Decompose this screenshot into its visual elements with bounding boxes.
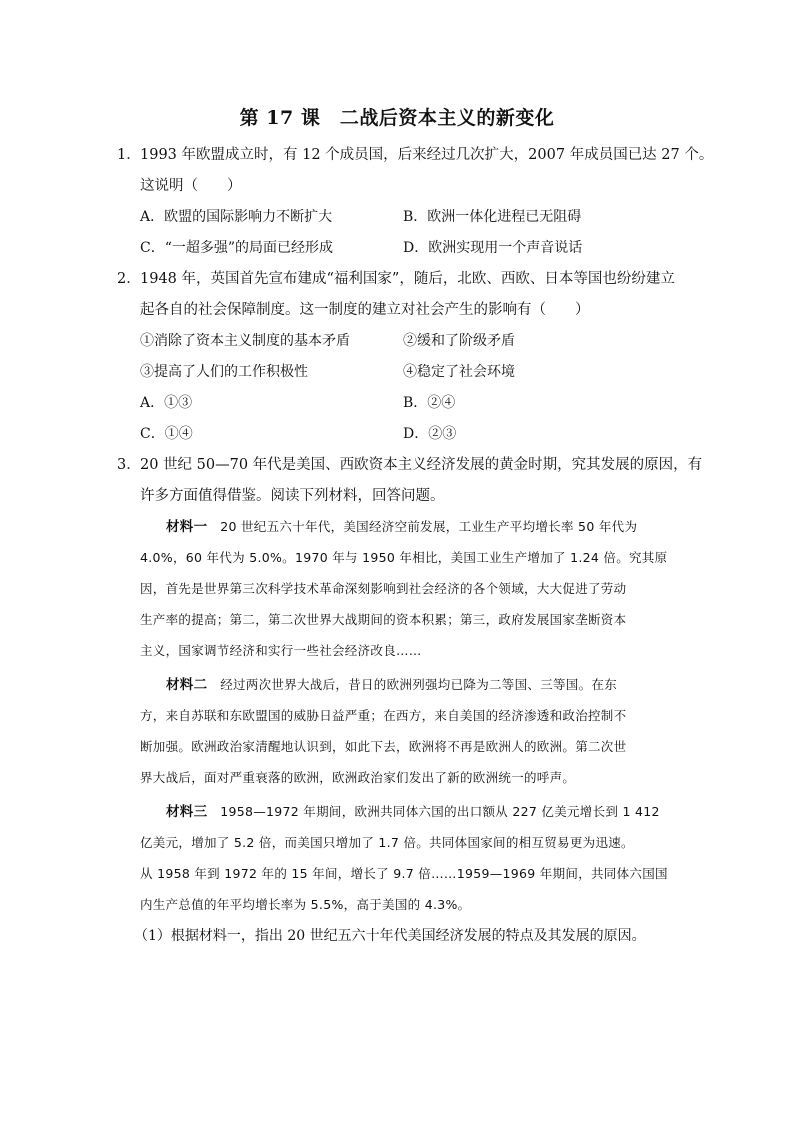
question-3-stem-line-2: 许多方面值得借鉴。阅读下列材料，回答问题。 xyxy=(140,488,445,504)
material-2-line-4: 界大战后，面对严重衰落的欧洲，欧洲政治家们发出了新的欧洲统一的呼声。 xyxy=(140,770,576,785)
material-2-line-2: 方，来自苏联和东欧盟国的威胁日益严重；在西方，来自美国的经济渗透和政治控制不 xyxy=(140,708,627,723)
question-2-statement-1: ①消除了资本主义制度的基本矛盾 xyxy=(140,333,350,349)
material-2-label: 材料二 xyxy=(166,677,208,693)
material-1-line-1 xyxy=(166,517,637,537)
material-3-line-4: 内生产总值的年平均增长率为 5.5%，高于美国的 4.3%。 xyxy=(140,897,471,912)
question-2-stem-line-1: 1948 年，英国首先宣布建成“福利国家”，随后，北欧、西欧、日本等国也纷纷建立 xyxy=(140,271,675,287)
material-1-label: 材料一 xyxy=(166,519,208,535)
question-3-sub-1: （1）根据材料一，指出 20 世纪五六十年代美国经济发展的特点及其发展的原因。 xyxy=(134,928,646,944)
question-2-stem-line-2: 起各自的社会保障制度。这一制度的建立对社会产生的影响有（ ） xyxy=(140,302,590,318)
material-1-line-2: 4.0%，60 年代为 5.0%。1970 年与 1950 年相比，美国工业生产增加了 1.24 倍。究其原 xyxy=(140,550,668,565)
question-1-option-c: C．“一超多强”的局面已经形成 xyxy=(140,240,334,256)
question-1-stem-line-1: 1993 年欧盟成立时，有 12 个成员国，后来经过几次扩大，2007 年成员国已达 27 个。 xyxy=(140,147,714,163)
question-3-number: 3． xyxy=(117,457,141,473)
page-title: 第 17 课 二战后资本主义的新变化 xyxy=(239,107,555,129)
material-2-line-3: 断加强。欧洲政治家清醒地认识到，如此下去，欧洲将不再是欧洲人的欧洲。第二次世 xyxy=(140,739,627,754)
material-2-text-1: 经过两次世界大战后，昔日的欧洲列强均已降为二等国、三等国。在东 xyxy=(207,677,618,692)
material-3-line-3: 从 1958 年到 1972 年的 15 年间，增长了 9.7 倍……1959—1969 年期间，共同体六国国 xyxy=(140,866,668,881)
question-1-option-b: B．欧洲一体化进程已无阻碍 xyxy=(403,209,582,225)
material-1-line-3: 因，首先是世界第三次科学技术革命深刻影响到社会经济的各个领域，大大促进了劳动 xyxy=(140,581,627,596)
question-2-statement-3: ③提高了人们的工作积极性 xyxy=(140,364,308,380)
question-1-option-d: D．欧洲实现用一个声音说话 xyxy=(403,240,583,256)
material-2-line-1 xyxy=(166,675,617,695)
question-2-statement-2: ②缓和了阶级矛盾 xyxy=(403,333,515,349)
question-2-option-c: C．①④ xyxy=(140,426,193,442)
material-1-text-1: 20 世纪五六十年代，美国经济空前发展，工业生产平均增长率 50 年代为 xyxy=(207,519,638,534)
question-1-number: 1． xyxy=(117,147,141,163)
material-3-line-1 xyxy=(166,802,660,822)
question-2-option-d: D．②③ xyxy=(403,426,457,442)
material-1-line-5: 主义，国家调节经济和实行一些社会经济改良…… xyxy=(140,643,422,658)
question-3-stem-line-1: 20 世纪 50—70 年代是美国、西欧资本主义经济发展的黄金时期，究其发展的原因，有 xyxy=(140,457,703,473)
material-1-line-4: 生产率的提高；第二，第二次世界大战期间的资本积累；第三，政府发展国家垄断资本 xyxy=(140,612,627,627)
material-3-label: 材料三 xyxy=(166,804,208,820)
question-1-option-a: A．欧盟的国际影响力不断扩大 xyxy=(140,209,333,225)
question-2-number: 2． xyxy=(117,271,141,287)
material-3-text-1: 1958—1972 年期间，欧洲共同体六国的出口额从 227 亿美元增长到 1 412 xyxy=(207,804,660,819)
question-2-statement-4: ④稳定了社会环境 xyxy=(403,364,515,380)
material-3-line-2: 亿美元，增加了 5.2 倍，而美国只增加了 1.7 倍。共同体国家间的相互贸易更为迅速。 xyxy=(140,835,634,850)
question-2-option-b: B．②④ xyxy=(403,395,456,411)
question-1-stem-line-2: 这说明（ ） xyxy=(140,178,242,194)
question-2-option-a: A．①③ xyxy=(140,395,193,411)
